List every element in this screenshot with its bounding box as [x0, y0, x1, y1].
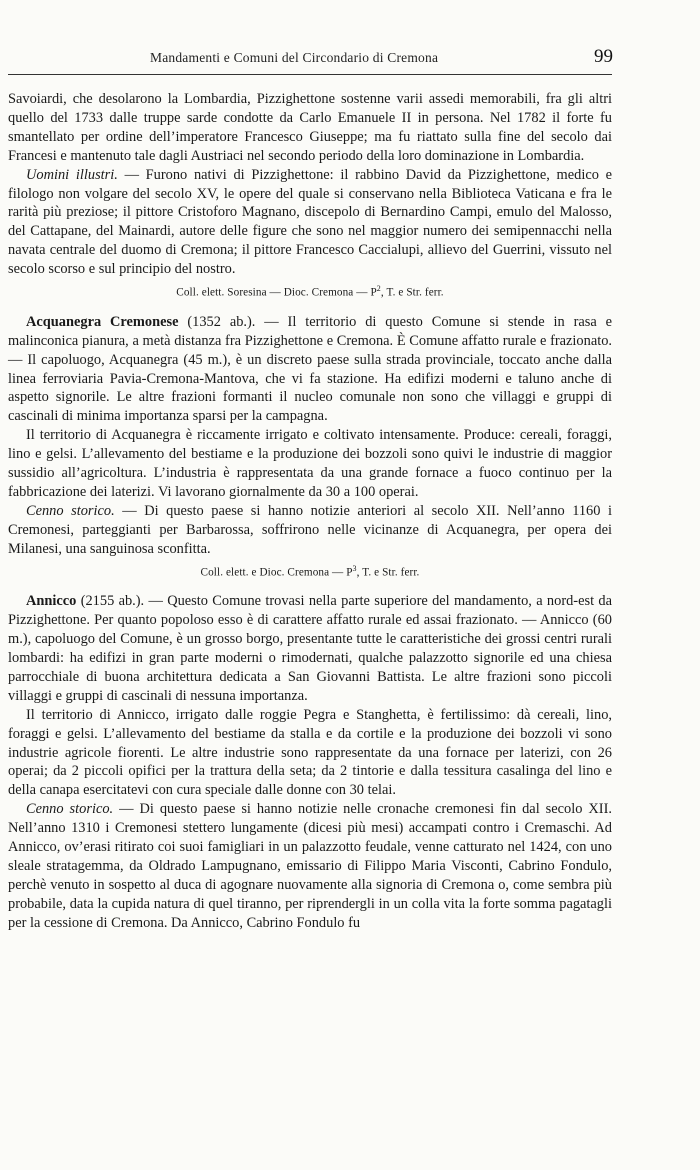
reference-text: , T. e Str. ferr. — [380, 286, 444, 299]
entry-title-annicco: Annicco — [26, 593, 77, 610]
section-lead-uomini-illustri: Uomini illustri. — [26, 166, 118, 183]
paragraph-text: — Di questo paese si hanno notizie nelle cronache cremonesi fin dal secolo XII. Nell’anno 1310 i Cremonesi stettero lungamente (dicesi più mesi) accampati contro i Cremaschi. Ad Annicco, ov’erasi ritirato coi suoi famigliari in un palazzotto feudale, venne catturato nel 1424, con uno sleale stratagemma, da Oldrado Lampugnano, emissario di Filippo Maria Visconti, Cabrino Fondulo, perchè venuto in sospetto al duca di agognare nuovamente alla signoria di Cremona o, come sembra più probabile, data la cupida natura di quel tiranno, per riprendergli in un colla vita la forte somma pagatagli per la cessione di Cremona. Da Annicco, Cabrino Fondulo fu — [8, 801, 612, 931]
reference-superscript: 2 — [376, 284, 381, 294]
entry-annicco — [8, 592, 612, 705]
paragraph-text: (1352 ab.). — Il territorio di questo Comune si stende in rasa e malinconica pianura, a metà distanza fra Pizzighettone e Cremona. È Comune affatto rurale e frazionato. — Il capoluogo, Acquanegra (45 m.), è un discreto paese sulla strada provinciale, toccato anche dalla linea ferroviaria Pavia-Cremona-Mantova, che vi fa stazione. Ha edifizi moderni e taluno anche di aspetto signorile. Le altre frazioni formanti il nucleo comunale non sono che villaggi e gruppi di cascinali di minima importanza sparsi per la campagna. — [8, 313, 612, 425]
paragraph-annicco-history — [8, 800, 612, 932]
paragraph-text: — Di questo paese si hanno notizie anteriori al secolo XII. Nell’anno 1160 i Cremonesi, parteggianti per Barbarossa, soffrirono nelle vicinanze di Acquanegra, per opera dei Milanesi, una sanguinosa sconfitta. — [8, 502, 612, 557]
reference-text: Coll. elett. Soresina — Dioc. Cremona — P — [176, 286, 377, 299]
paragraph-acquanegra-history — [8, 502, 612, 559]
section-lead-cenno-storico: Cenno storico. — [26, 502, 115, 519]
paragraph-pizzighettone-history: Savoiardi, che desolarono la Lombardia, Pizzighettone sostenne varii assedi memorabili, fra gli altri quello del 1733 dalle truppe sarde condotte da Carlo Emanuele II in persona. Nel 1782 il forte fu smantellato per ordine dell’imperatore Francesco Giuseppe; ma fu riattato sulla fine del secolo dai Francesi e mantenuto tale dagli Austriaci nel secondo periodo della loro dominazione in Lombardia. — [8, 91, 612, 164]
paragraph-uomini-illustri — [8, 166, 612, 279]
page-number: 99 — [594, 46, 613, 67]
reference-line-acquanegra — [8, 561, 612, 581]
reference-text: Coll. elett. e Dioc. Cremona — P — [200, 566, 353, 579]
paragraph-annicco-territory: Il territorio di Annicco, irrigato dalle roggie Pegra e Stanghetta, è fertilissimo: dà cereali, lino, foraggi e gelsi. L’allevamento del bestiame da stalla e da cortile e la produzione dei bozzoli vi sono industrie agricole fiorenti. Le altre industrie sono rappresentate da una fornace per laterizi, con 26 operai; da 2 piccoli opifici per la trattura della seta; da 2 tintorie e dalla tessitura casalinga del lino e della canapa esercitatevi con cura speciale dalle donne con 30 telai. — [8, 706, 612, 799]
entry-title-acquanegra: Acquanegra Cremonese — [26, 313, 179, 330]
section-lead-cenno-storico: Cenno storico. — [26, 801, 114, 818]
paragraph-text: (2155 ab.). — Questo Comune trovasi nella parte superiore del mandamento, a nord-est da Pizzighettone. Per quanto popoloso esso è di carattere affatto rurale ed assai frazionato. — Annicco (60 m.), capoluogo del Comune, è un grosso borgo, presentante tutte le caratteristiche dei grossi centri rurali lombardi: ha edifizi in gran parte moderni o rimodernati, qualche palazzotto signorile ed una chiesa parrocchiale di buona architettura dedicata a San Giovanni Battista. Le altre frazioni sono piccoli villaggi e gruppi di cascinali di nessuna importanza. — [8, 593, 612, 704]
reference-line-pizzighettone — [8, 281, 612, 301]
paragraph-acquanegra-territory: Il territorio di Acquanegra è riccamente irrigato e coltivato intensamente. Produce: cereali, foraggi, lino e gelsi. L’allevamento del bestiame e la produzione dei bozzoli sono quivi le industrie di maggior sussidio all’agricoltura. L’industria è rappresentata da una grande fornace a fuoco continuo per la fabbricazione dei laterizi. Vi lavorano giornalmente da 30 a 100 operai. — [8, 427, 612, 500]
page-header — [0, 46, 700, 70]
reference-superscript: 3 — [352, 563, 357, 573]
page-body — [8, 90, 612, 933]
running-head: Mandamenti e Comuni del Circondario di Cremona — [150, 50, 439, 65]
reference-text: , T. e Str. ferr. — [356, 566, 420, 579]
header-rule — [8, 74, 612, 75]
paragraph-text: — Furono nativi di Pizzighettone: il rabbino David da Pizzighettone, medico e filologo non volgare del secolo XV, le opere del quale si conservano nella Biblioteca Vaticana e fra le rarità più preziose; il pittore Cristoforo Magnano, discepolo di Bernardino Campi, emulo del Malosso, del Cattapane, del Mainardi, autore delle figure che sono nel maggior numero dei semipennacchi nella navata centrale del duomo di Cremona; il pittore Francesco Caccialupi, allievo del Guerrini, vissuto nel secolo scorso e sul principio del nostro. — [8, 166, 612, 278]
entry-acquanegra — [8, 313, 612, 426]
